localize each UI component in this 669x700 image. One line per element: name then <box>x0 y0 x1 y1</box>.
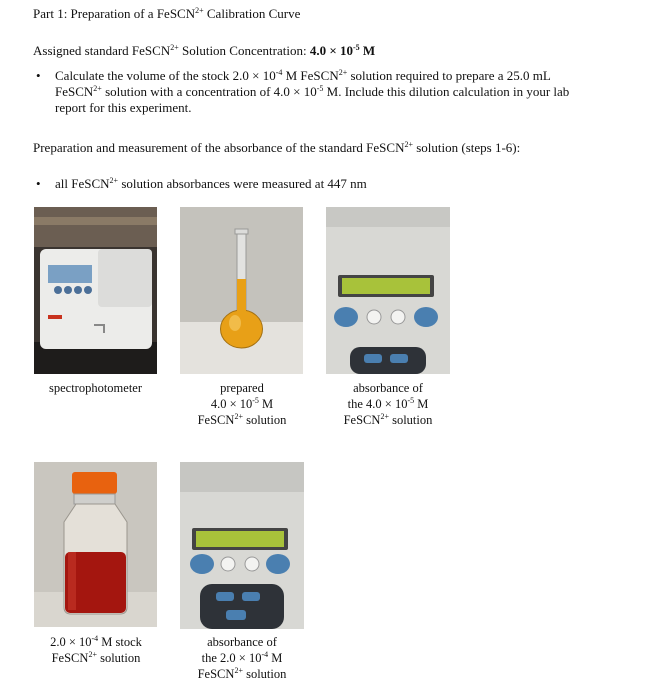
caption-spectrophotometer: spectrophotometer <box>48 381 143 395</box>
stock-solution-photo <box>34 462 157 627</box>
part-title: Part 1: Preparation of a FeSCN$^{2+}$ Calibration Curve <box>33 6 301 21</box>
caption-absorbance-2: absorbance of the $2.0 \times 10^{-4}$ M FeSCN$^{2+}$ solution <box>197 635 287 681</box>
spectrophotometer-photo <box>34 207 157 374</box>
bullet-dot: • <box>36 68 41 83</box>
assigned-concentration: Assigned standard FeSCN$^{2+}$ Solution Concentration: $4.0 \times 10^{-5}$ M <box>33 43 376 58</box>
wavelength-note: all FeSCN$^{2+}$ solution absorbances were measured at 447 nm <box>55 176 367 191</box>
caption-stock-solution: $2.0 \times 10^{-4}$ M stock FeSCN$^{2+}$ solution <box>50 634 142 665</box>
caption-prepared-solution: prepared $4.0 \times 10^{-5}$ M FeSCN$^{2+}$ solution <box>197 381 287 427</box>
dilution-instruction: Calculate the volume of the stock $2.0 \times 10^{-4}$ M FeSCN$^{2+}$ solution required to prepare a 25.0 mL FeSCN$^{2+}$ solution with a concentration of $4.0 \times 10^{-5}$ M. Include this dilution calculation in your lab report for this experiment. <box>55 68 570 115</box>
absorbance-display-photo-2 <box>180 462 304 629</box>
bullet-dot: • <box>36 176 41 191</box>
absorbance-display-photo-1 <box>326 207 450 374</box>
caption-absorbance-1: absorbance of the $4.0 \times 10^{-5}$ M FeSCN$^{2+}$ solution <box>343 381 433 427</box>
prepared-solution-photo <box>180 207 303 374</box>
steps-heading: Preparation and measurement of the absorbance of the standard FeSCN$^{2+}$ solution (steps 1-6): <box>33 140 521 155</box>
